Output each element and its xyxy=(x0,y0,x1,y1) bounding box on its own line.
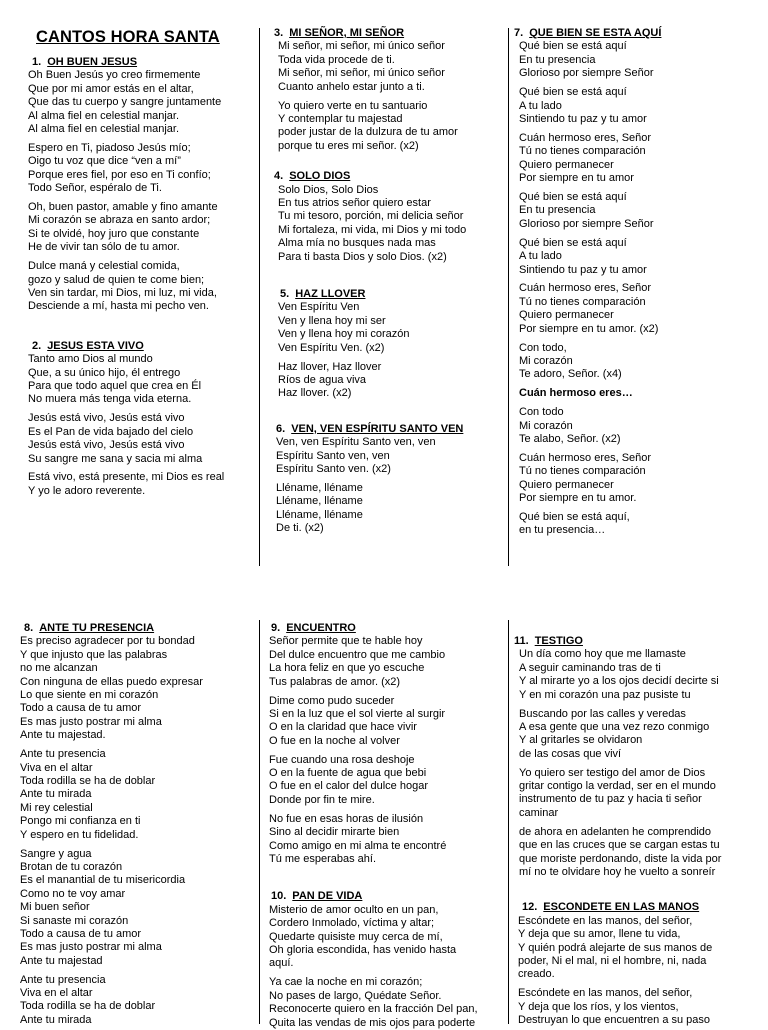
stanza xyxy=(514,406,762,446)
column-divider xyxy=(508,28,509,566)
lyric-line: O fue en la noche al volver xyxy=(269,734,400,747)
stanza xyxy=(514,648,764,702)
lyric-line: Cuanto anhelo estar junto a ti. xyxy=(278,80,425,93)
lyric-line: Si en la luz que el sol vierte al surgir xyxy=(269,707,446,720)
stanza xyxy=(514,452,762,506)
column-divider xyxy=(259,620,260,1024)
lyric-line: Tanto amo Dios al mundo xyxy=(28,353,153,366)
lyric-line: Está vivo, está presente, mi Dios es real xyxy=(28,471,225,484)
stanza xyxy=(514,826,764,880)
lyric-line: aquí. xyxy=(269,957,294,970)
song-title-text: OH BUEN JESUS xyxy=(47,56,138,68)
stanza xyxy=(28,201,256,255)
lyric-line: Y espero en tu fidelidad. xyxy=(20,828,139,841)
lyric-line: Todo a causa de tu amor xyxy=(20,927,142,940)
lyric-line: Quiero permanecer xyxy=(519,158,614,171)
lyric-line: Espero en Ti, piadoso Jesús mío; xyxy=(28,141,191,154)
lyric-line: No muera más tenga vida eterna. xyxy=(28,393,192,406)
lyric-line: En tu presencia xyxy=(519,53,596,66)
lyric-line: Y que injusto que las palabras xyxy=(20,648,168,661)
lyric-line: O fue en el calor del dulce hogar xyxy=(269,780,428,793)
lyric-line: Oh, buen pastor, amable y fino amante xyxy=(28,201,218,214)
song-title xyxy=(514,27,762,40)
stanza xyxy=(514,282,762,336)
lyric-line: Escóndete en las manos, del señor, xyxy=(518,987,693,1000)
song-number: 12. xyxy=(522,901,538,914)
song-title xyxy=(28,56,256,69)
lyric-line: Ante tu mirada xyxy=(20,1013,92,1026)
lyric-line: Como amigo en mi alma te encontré xyxy=(269,839,447,852)
lyric-line: Es el manantial de tu misericordia xyxy=(20,874,186,887)
lyric-line: Oh gloria escondida, has venido hasta xyxy=(269,944,457,957)
lyric-line: Qué bien se está aquí xyxy=(519,236,627,249)
lyric-line: gozo y salud de quien te come bien; xyxy=(28,273,205,286)
stanza xyxy=(20,848,256,969)
lyric-line: Al alma fiel en celestial manjar. xyxy=(28,123,180,136)
lyric-line: Porque eres fiel, por eso en Ti confío; xyxy=(28,168,211,181)
lyric-line: Ven Espíritu Ven. (x2) xyxy=(278,341,385,354)
lyric-line: Con todo, xyxy=(519,341,567,354)
song-title-text: ENCUENTRO xyxy=(286,622,356,634)
lyric-line: Por siempre en tu amor xyxy=(519,172,634,185)
lyric-line: No pases de largo, Quédate Señor. xyxy=(269,989,442,1002)
lyric-line: Mi rey celestial xyxy=(20,801,93,814)
lyric-line: Viva en el altar xyxy=(20,987,93,1000)
lyric-line: Mi señor, mi señor, mi único señor xyxy=(278,67,445,80)
lyric-line: Ríos de agua viva xyxy=(278,373,367,386)
lyric-line: Qué bien se está aquí, xyxy=(519,511,630,523)
lyric-line: Ante tu majestad xyxy=(20,954,103,967)
lyric-line: Del dulce encuentro que me cambio xyxy=(269,648,446,661)
stanza xyxy=(28,353,256,407)
lyric-line: Y al mirarte yo a los ojos decidí decirte si xyxy=(519,675,719,688)
lyric-line: Misterio de amor oculto en un pan, xyxy=(269,903,439,916)
lyric-line: Ante tu mirada xyxy=(20,788,92,801)
lyric-line: Cuán hermoso eres, Señor xyxy=(519,282,652,295)
stanza xyxy=(269,904,505,971)
lyric-line: Es el Pan de vida bajado del cielo xyxy=(28,425,194,438)
song-title-text: PAN DE VIDA xyxy=(292,890,363,903)
song-title xyxy=(20,622,256,635)
lyric-line: que en las cruces que se cargan estas tu xyxy=(519,839,720,852)
lyric-line: Viva en el altar xyxy=(20,761,93,774)
stanza xyxy=(274,301,506,355)
lyric-line: Quiero permanecer xyxy=(519,478,614,491)
stanza xyxy=(269,695,505,749)
page-title: CANTOS HORA SANTA xyxy=(36,28,220,46)
lyric-line: La hora feliz en que yo escuche xyxy=(269,662,425,675)
lyric-line: Con ninguna de ellas puedo expresar xyxy=(20,675,203,688)
stanza xyxy=(20,748,256,842)
song-number: 6. xyxy=(276,422,286,435)
lyric-line: Desciende a mí, hasta mi pecho ven. xyxy=(28,300,209,313)
song-title-text: TESTIGO xyxy=(534,635,583,647)
lyric-line: Lléname, lléname xyxy=(276,495,363,508)
lyric-line: Que por mi amor estás en el altar, xyxy=(28,82,194,95)
lyric-line: Pongo mi confianza en ti xyxy=(20,815,141,828)
lyric-line: Haz llover, Haz llover xyxy=(278,360,382,373)
lyric-line: Quiero permanecer xyxy=(519,309,614,322)
lyric-line: Tú me esperabas ahí. xyxy=(269,853,377,865)
lyric-line: Te alabo, Señor. (x2) xyxy=(519,432,621,445)
lyric-line: A tu lado xyxy=(519,250,562,263)
stanza xyxy=(514,915,764,982)
lyric-line: A tu lado xyxy=(519,99,562,112)
song-title-text: HAZ LLOVER xyxy=(295,288,366,300)
lyric-line: Señor permite que te hable hoy xyxy=(269,635,423,648)
stanza xyxy=(28,260,256,314)
stanza xyxy=(28,471,256,498)
lyric-line: Es mas justo postrar mi alma xyxy=(20,941,162,954)
lyric-line: Que das tu cuerpo y sangre juntamente xyxy=(28,96,222,109)
lyric-line: poder justar de la dulzura de tu amor xyxy=(278,126,458,139)
song-number: 9. xyxy=(271,622,281,634)
stanza xyxy=(20,635,256,742)
lyric-line: Si sanaste mi corazón xyxy=(20,914,129,927)
column-divider xyxy=(508,620,509,1024)
lyric-line: Al alma fiel en celestial manjar. xyxy=(28,109,180,122)
lyric-line: Es preciso agradecer por tu bondad xyxy=(20,635,195,648)
song-title-text: MI SEÑOR, MI SEÑOR xyxy=(289,27,405,39)
song-title xyxy=(514,635,764,648)
lyric-line: Tú no tienes comparación xyxy=(519,465,646,478)
song-title-text: ESCONDETE EN LAS MANOS xyxy=(543,901,700,914)
lyric-line: Glorioso por siempre Señor xyxy=(519,67,654,80)
lyric-line: Espíritu Santo ven, ven xyxy=(276,449,390,462)
lyric-line: Mi señor, mi señor, mi único señor xyxy=(278,40,445,53)
lyric-line: Buscando por las calles y veredas xyxy=(519,707,686,720)
lyric-line: Toda rodilla se ha de doblar xyxy=(20,774,156,787)
lyric-line: Si te olvidé, hoy juro que constante xyxy=(28,227,200,240)
stanza xyxy=(514,132,762,186)
lyric-line: A esa gente que una vez rezo conmigo xyxy=(519,720,710,733)
song-column xyxy=(28,56,256,498)
stanza xyxy=(514,40,762,80)
lyric-line: Tú no tienes comparación xyxy=(519,295,646,308)
lyric-line: Ven sin tardar, mi Dios, mi luz, mi vida, xyxy=(28,287,217,299)
lyric-line: Tú no tienes comparación xyxy=(519,145,646,158)
lyric-line: Cuán hermoso eres, Señor xyxy=(519,131,652,144)
lyric-line: Cordero Inmolado, víctima y altar; xyxy=(269,917,435,930)
stanza xyxy=(274,436,506,476)
song-title xyxy=(269,622,505,635)
lyric-line: Quita las vendas de mis ojos para poderte xyxy=(269,1016,476,1029)
song-column xyxy=(20,622,256,1027)
lyric-line: O en la claridad que hace vivir xyxy=(269,721,417,734)
song-number: 11. xyxy=(514,635,529,647)
lyric-line: He de vivir tan sólo de tu amor. xyxy=(28,241,180,254)
lyric-line: Toda rodilla se ha de doblar xyxy=(20,1000,156,1013)
lyric-line: Y yo le adoro reverente. xyxy=(28,484,146,497)
stanza xyxy=(269,754,505,808)
lyric-line: mí no te olvidare hoy he vuelto a sonreír xyxy=(519,866,716,878)
song-column xyxy=(274,27,506,536)
lyric-line: Que, a su único hijo, él entrego xyxy=(28,366,181,379)
lyric-line: Glorioso por siempre Señor xyxy=(519,217,654,230)
lyric-line: Qué bien se está aquí xyxy=(519,190,627,203)
lyric-line: Lléname, lléname xyxy=(276,508,363,521)
song-column xyxy=(269,622,505,1030)
lyric-line: Y en mi corazón una paz pusiste tu xyxy=(519,688,691,701)
lyric-line: Ven y llena hoy mi ser xyxy=(278,314,386,327)
lyric-line: Cuán hermoso eres… xyxy=(519,387,633,400)
lyric-line: Alma mía no busques nada mas xyxy=(278,237,436,250)
lyric-line: Tu mi tesoro, porción, mi delicia señor xyxy=(278,210,464,223)
lyric-line: creado. xyxy=(518,968,555,981)
lyric-line: Escóndete en las manos, del señor, xyxy=(518,914,693,927)
song-title xyxy=(269,890,505,903)
lyric-line: Ven Espíritu Ven xyxy=(278,301,360,314)
lyric-line: en tu presencia… xyxy=(519,524,606,537)
stanza xyxy=(514,237,762,277)
lyric-line: Dime como pudo suceder xyxy=(269,694,395,707)
lyric-line: Tus palabras de amor. (x2) xyxy=(269,675,401,688)
stanza xyxy=(269,976,505,1030)
lyric-line: Por siempre en tu amor. (x2) xyxy=(519,322,659,335)
lyric-line: Sintiendo tu paz y tu amor xyxy=(519,263,647,276)
lyric-line: Jesús está vivo, Jesús está vivo xyxy=(28,439,185,452)
lyric-line: Lléname, lléname xyxy=(276,481,363,494)
lyric-line: de las cosas que viví xyxy=(519,747,622,760)
stanza xyxy=(269,635,505,689)
lyric-line: Mi buen señor xyxy=(20,901,90,914)
lyric-line: Mi fortaleza, mi vida, mi Dios y mi todo xyxy=(278,223,467,236)
lyric-line: Con todo xyxy=(519,406,564,419)
song-column xyxy=(514,635,764,1028)
stanza xyxy=(274,184,506,264)
lyric-line: Solo Dios, Solo Dios xyxy=(278,183,379,196)
song-title-text: SOLO DIOS xyxy=(289,170,351,183)
song-number: 10. xyxy=(271,890,287,903)
lyric-line: que moriste perdonando, diste la vida por xyxy=(519,852,722,865)
song-number: 1. xyxy=(32,56,42,68)
song-number: 7. xyxy=(514,27,524,39)
lyric-line: O en la fuente de agua que bebi xyxy=(269,767,427,780)
stanza xyxy=(274,361,506,401)
lyric-line: Reconocerte quiero en la fracción Del pan, xyxy=(269,1003,478,1016)
lyric-line: Lo que siente en mi corazón xyxy=(20,689,159,702)
stanza xyxy=(514,708,764,762)
lyric-line: Fue cuando una rosa deshoje xyxy=(269,753,415,766)
song-title xyxy=(28,340,256,353)
lyric-line: Ante tu presencia xyxy=(20,973,106,986)
lyric-line: Haz llover. (x2) xyxy=(278,387,352,400)
lyric-line: Quedarte quisiste muy cerca de mí, xyxy=(269,930,443,943)
song-title xyxy=(274,170,506,183)
lyric-line: En tus atrios señor quiero estar xyxy=(278,196,431,209)
lyric-line: Mi corazón xyxy=(519,419,573,432)
lyric-line: Ante tu majestad. xyxy=(20,729,106,742)
lyric-line: Y deja que los ríos, y los vientos, xyxy=(518,1000,679,1013)
lyric-line: de ahora en adelanten he comprendido xyxy=(519,825,712,838)
lyric-line: Todo Señor, espéralo de Ti. xyxy=(28,182,162,195)
stanza xyxy=(514,767,764,821)
lyric-line: Mi corazón xyxy=(519,354,573,367)
lyric-line: Para que todo aquel que crea en Él xyxy=(28,380,202,393)
lyric-line: De ti. (x2) xyxy=(276,522,324,535)
lyric-line: Yo quiero ser testigo del amor de Dios xyxy=(519,766,706,779)
song-title-text: VEN, VEN ESPÍRITU SANTO VEN xyxy=(291,422,464,435)
lyric-line: Te adoro, Señor. (x4) xyxy=(519,368,622,381)
stanza xyxy=(274,100,506,154)
song-number: 2. xyxy=(32,339,42,352)
lyric-line: Jesús está vivo, Jesús está vivo xyxy=(28,412,185,425)
stanza xyxy=(514,511,762,538)
lyric-line: Su sangre me sana y sacia mi alma xyxy=(28,452,203,465)
lyric-line: Dulce maná y celestial comida, xyxy=(28,260,180,273)
lyric-line: No fue en esas horas de ilusión xyxy=(269,812,424,825)
stanza xyxy=(514,387,762,400)
lyric-line: Como no te voy amar xyxy=(20,887,126,900)
song-number: 5. xyxy=(280,288,290,300)
song-title xyxy=(274,423,506,436)
lyric-line: Y al gritarles se olvidaron xyxy=(519,734,643,747)
lyric-line: Un día como hoy que me llamaste xyxy=(519,648,686,661)
lyric-line: Sangre y agua xyxy=(20,847,92,860)
lyric-line: Ante tu presencia xyxy=(20,748,106,761)
lyric-line: Y quién podrá alejarte de sus manos de xyxy=(518,941,713,954)
lyric-line: instrumento de tu paz y hacia ti señor xyxy=(519,793,702,806)
stanza xyxy=(28,412,256,466)
lyric-line: Yo quiero verte en tu santuario xyxy=(278,99,428,112)
song-title xyxy=(514,901,764,914)
song-title xyxy=(274,27,506,40)
lyric-line: Mi corazón se abraza en santo ardor; xyxy=(28,214,211,227)
song-title-text: ANTE TU PRESENCIA xyxy=(39,622,155,634)
lyric-line: A seguir caminando tras de ti xyxy=(519,661,661,674)
lyric-line: Para ti basta Dios y solo Dios. (x2) xyxy=(278,250,447,263)
stanza xyxy=(28,69,256,136)
song-title xyxy=(274,288,506,301)
lyric-line: Oh Buen Jesús yo creo firmemente xyxy=(28,69,201,82)
stanza xyxy=(514,342,762,382)
lyric-line: Toda vida procede de ti. xyxy=(278,53,395,66)
lyric-line: Ya cae la noche en mi corazón; xyxy=(269,976,423,989)
stanza xyxy=(28,142,256,196)
song-column xyxy=(514,27,762,538)
lyric-line: Sintiendo tu paz y tu amor xyxy=(519,112,647,125)
stanza xyxy=(274,40,506,94)
lyric-line: Cuán hermoso eres, Señor xyxy=(519,451,652,464)
stanza xyxy=(269,813,505,867)
lyric-line: Brotan de tu corazón xyxy=(20,860,123,873)
song-number: 3. xyxy=(274,27,284,39)
lyric-line: Todo a causa de tu amor xyxy=(20,702,142,715)
stanza xyxy=(514,86,762,126)
lyric-line: Ven y llena hoy mi corazón xyxy=(278,328,410,341)
lyric-line: poder, Ni el mal, ni el hombre, ni, nada xyxy=(518,955,707,968)
lyric-line: En tu presencia xyxy=(519,204,596,217)
lyric-line: no me alcanzan xyxy=(20,662,98,675)
stanza xyxy=(20,974,256,1028)
stanza xyxy=(514,987,764,1027)
stanza xyxy=(274,482,506,536)
song-number: 8. xyxy=(24,622,34,634)
lyric-line: porque tu eres mi señor. (x2) xyxy=(278,139,419,152)
stanza xyxy=(514,191,762,231)
lyric-line: Oigo tu voz que dice “ven a mí” xyxy=(28,155,181,168)
song-number: 4. xyxy=(274,170,284,183)
lyric-line: Donde por fin te mire. xyxy=(269,793,375,806)
lyric-line: caminar xyxy=(519,806,559,819)
lyric-line: Por siempre en tu amor. xyxy=(519,492,637,505)
lyric-line: Es mas justo postrar mi alma xyxy=(20,715,162,728)
song-title-text: JESUS ESTA VIVO xyxy=(47,339,144,352)
lyric-line: Destruyan lo que encuentren a su paso xyxy=(518,1014,711,1027)
lyric-line: Sino al decidir mirarte bien xyxy=(269,826,400,839)
lyric-line: Qué bien se está aquí xyxy=(519,40,627,53)
lyric-line: gritar contigo la verdad, ser en el mundo xyxy=(519,780,716,793)
song-title-text: QUE BIEN SE ESTA AQUÍ xyxy=(529,27,662,39)
lyric-line: Espíritu Santo ven. (x2) xyxy=(276,462,391,475)
lyric-line: Ven, ven Espíritu Santo ven, ven xyxy=(276,436,436,449)
lyric-line: Qué bien se está aquí xyxy=(519,86,627,99)
lyric-line: Y contemplar tu majestad xyxy=(278,112,403,125)
column-divider xyxy=(259,28,260,566)
lyric-line: Y deja que su amor, llene tu vida, xyxy=(518,928,681,941)
